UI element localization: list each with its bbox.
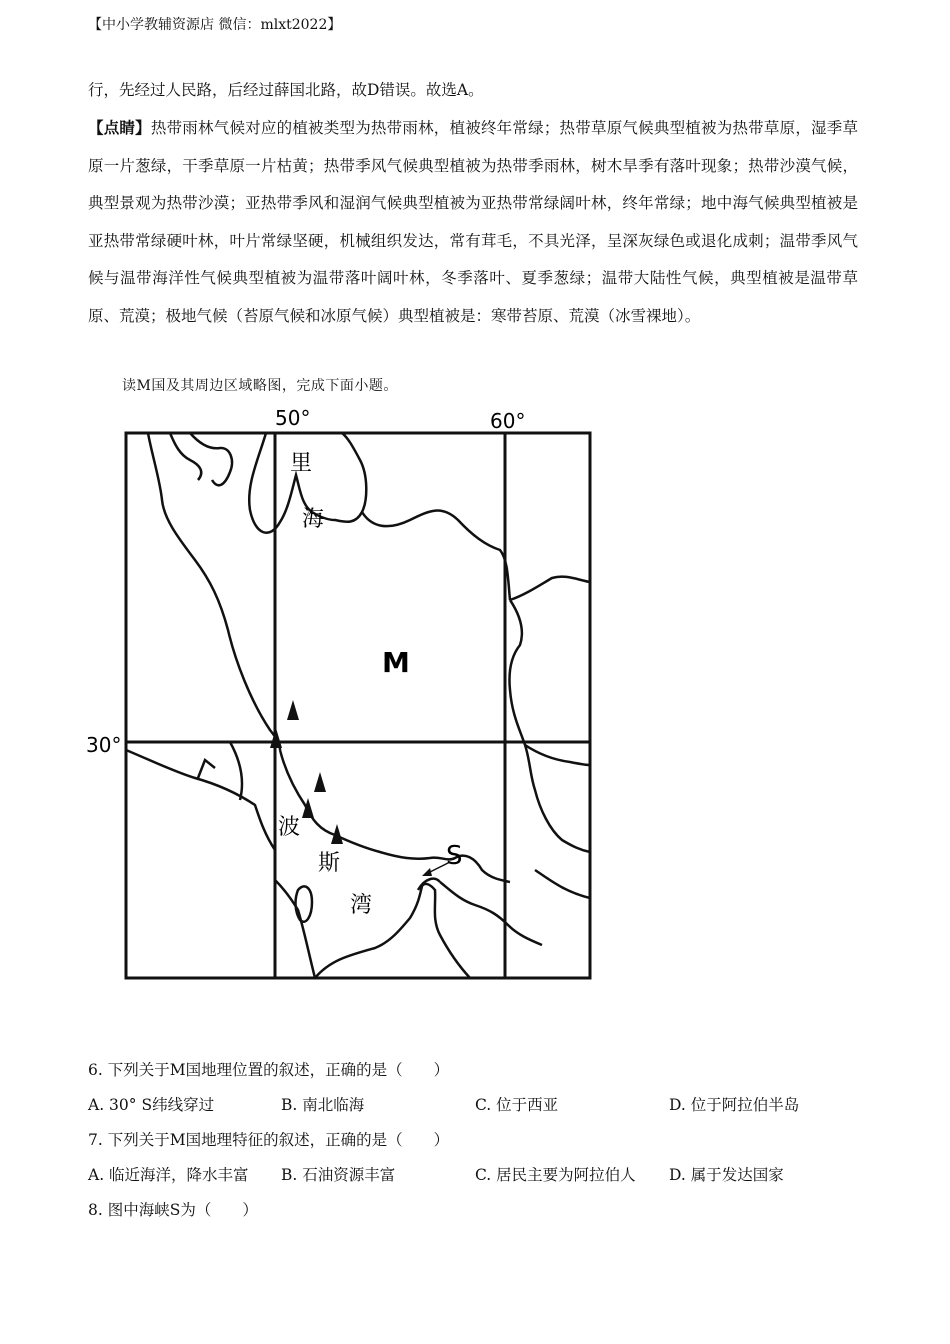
gulf-label-1: 波	[278, 815, 301, 840]
key-point-paragraph	[88, 109, 858, 335]
answer-line: 行，先经过人民路，后经过薛国北路，故D错误。故选A。	[88, 81, 484, 99]
question-6-stem: 6. 下列关于M国地理位置的叙述，正确的是（ ）	[88, 1061, 450, 1079]
question-6-option-a[interactable]: A. 30° S纬线穿过	[88, 1096, 215, 1114]
lat-30-label: 30°	[86, 733, 122, 757]
oil-marker-3	[314, 772, 326, 792]
country-m-label: M	[382, 646, 410, 679]
east-border	[509, 600, 590, 852]
strait-s-label: S	[446, 841, 463, 871]
lon-50-label: 50°	[275, 406, 311, 430]
north-border	[362, 511, 510, 600]
oman-coast	[440, 882, 542, 945]
question-7-option-d[interactable]: D. 属于发达国家	[669, 1166, 784, 1184]
afghan-border	[525, 745, 590, 765]
caspian-label-2: 海	[302, 507, 325, 532]
gulf-label-2: 斯	[318, 851, 341, 876]
gulf-label-3: 湾	[350, 893, 373, 918]
question-8-stem: 8. 图中海峡S为（ ）	[88, 1201, 258, 1219]
page-header: 【中小学教辅资源店 微信：mlxt2022】	[88, 17, 342, 33]
oil-marker-1	[287, 700, 299, 720]
west-border	[148, 433, 280, 750]
iraq-stub	[198, 760, 215, 778]
uae-coast	[315, 884, 470, 978]
question-7-option-b[interactable]: B. 石油资源丰富	[281, 1166, 396, 1184]
northeast-border	[510, 577, 590, 600]
caspian-label-1: 里	[290, 451, 313, 476]
question-7-option-c[interactable]: C. 居民主要为阿拉伯人	[475, 1166, 636, 1184]
lon-60-label: 60°	[490, 409, 526, 433]
map-intro: 读M国及其周边区域略图，完成下面小题。	[122, 378, 398, 394]
iraq-border	[126, 750, 275, 850]
question-6-option-b[interactable]: B. 南北临海	[281, 1096, 365, 1114]
question-7-stem: 7. 下列关于M国地理特征的叙述，正确的是（ ）	[88, 1131, 450, 1149]
question-7-option-a[interactable]: A. 临近海洋，降水丰富	[88, 1166, 249, 1184]
gulf-north-coast	[280, 750, 510, 882]
key-point-tag: 【点睛】	[88, 118, 151, 137]
qatar	[296, 886, 312, 921]
question-6-option-c[interactable]: C. 位于西亚	[475, 1096, 559, 1114]
strait-pointer-head	[422, 868, 432, 876]
key-point-body: 热带雨林气候对应的植被类型为热带雨林，植被终年常绿；热带草原气候典型植被为热带草原，湿季草原一片葱绿，干季草原一片枯黄；热带季风气候典型植被为热带季雨林，树木旱季有落叶现象；热带沙漠气候，典型景观为热带沙漠；亚热带季风和湿润气候典型植被为亚热带常绿阔叶林，终年常绿；地中海气候典型植被是亚热带常绿硬叶林，叶片常绿坚硬，机械组织发达，常有茸毛，不具光泽，呈深灰绿色或退化成刺；温带季风气候与温带海洋性气候典型植被为温带落叶阔叶林，冬季落叶、夏季葱绿；温带大陆性气候，典型植被是温带草原、荒漠；极地气候（苔原气候和冰原气候）典型植被是：寒带苔原、荒漠（冰雪裸地）。	[88, 119, 858, 325]
region-map	[80, 400, 600, 990]
northwest-border-2	[190, 433, 232, 485]
gulf-south-coast	[275, 880, 315, 978]
question-6-option-d[interactable]: D. 位于阿拉伯半岛	[669, 1096, 800, 1114]
pakistan-coast	[535, 870, 590, 898]
